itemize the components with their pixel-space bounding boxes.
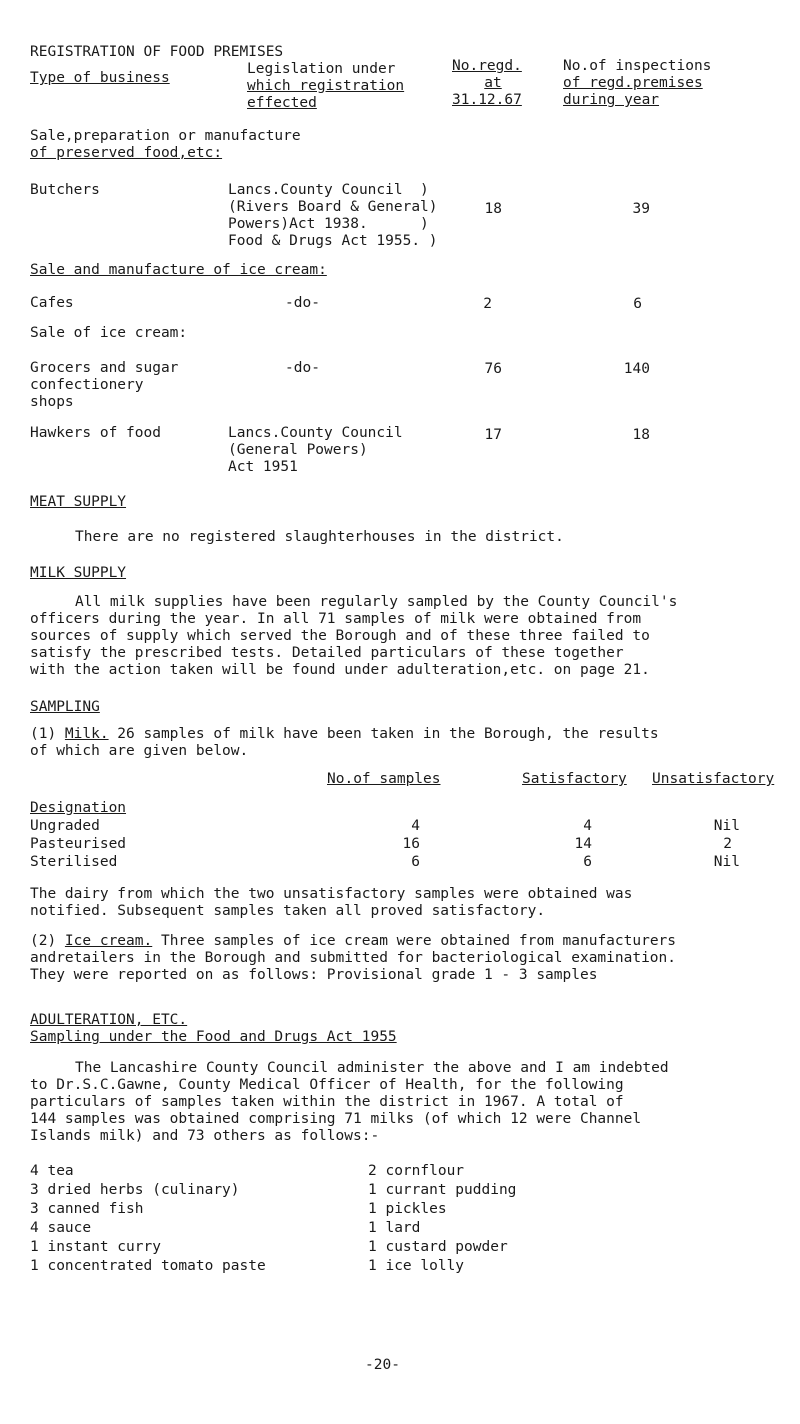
column-header-inspections-1: No.of inspections (563, 58, 712, 74)
column-header-legislation-3: effected (247, 95, 317, 111)
column-header-legislation-1: Legislation under (247, 61, 396, 77)
table-row-samples: 16 (402, 836, 420, 852)
column-header-type: Type of business (30, 70, 170, 86)
section-preserved-1: Sale,preparation or manufacture (30, 128, 301, 144)
row-hawkers-regd: 17 (484, 427, 502, 443)
sample-list-item: 3 canned fish (30, 1201, 144, 1217)
adulteration-heading: ADULTERATION, ETC. (30, 1012, 188, 1028)
sample-list-item: 1 instant curry (30, 1239, 161, 1255)
table-row-satisfactory: 4 (583, 818, 592, 834)
row-hawkers-type: Hawkers of food (30, 425, 161, 441)
column-header-regd-2: at (484, 75, 502, 91)
milk-line: with the action taken will be found under adulteration,etc. on page 21. (30, 662, 650, 678)
adulteration-line: Islands milk) and 73 others as follows:- (30, 1128, 380, 1144)
sampling-item-1-line-2: of which are given below. (30, 743, 249, 759)
table-row-unsatisfactory: Nil (713, 818, 740, 834)
column-header-inspections-2: of regd.premises (563, 75, 703, 91)
table-row-name: Pasteurised (30, 836, 127, 852)
row-grocers-type-1: Grocers and sugar (30, 360, 179, 376)
adulteration-line: The Lancashire County Council administer the above and I am indebted (75, 1060, 669, 1076)
column-header-regd-1: No.regd. (452, 58, 522, 74)
table-header-samples: No.of samples (327, 771, 441, 787)
dairy-line: notified. Subsequent samples taken all proved satisfactory. (30, 903, 546, 919)
meat-heading: MEAT SUPPLY (30, 494, 127, 510)
row-hawkers-legislation-3: Act 1951 (228, 459, 298, 475)
section-ice-sale: Sale of ice cream: (30, 325, 188, 341)
row-butchers-type: Butchers (30, 182, 100, 198)
row-butchers-legislation-1: Lancs.County Council ) (228, 182, 429, 198)
row-grocers-inspections: 140 (623, 361, 650, 377)
table-row-unsatisfactory: Nil (713, 854, 740, 870)
section-ice-manufacture: Sale and manufacture of ice cream: (30, 262, 327, 278)
row-hawkers-inspections: 18 (632, 427, 650, 443)
adulteration-line: particulars of samples taken within the district in 1967. A total of (30, 1094, 624, 1110)
adulteration-line: to Dr.S.C.Gawne, County Medical Officer of Health, for the following (30, 1077, 624, 1093)
row-hawkers-legislation-1: Lancs.County Council (228, 425, 403, 441)
row-grocers-type-3: shops (30, 394, 74, 410)
section-preserved-2: of preserved food,etc: (30, 145, 223, 161)
row-butchers-legislation-2: (Rivers Board & General) (228, 199, 438, 215)
milk-line: sources of supply which served the Borough and of these three failed to (30, 628, 650, 644)
milk-line: All milk supplies have been regularly sampled by the County Council's (75, 594, 678, 610)
row-cafes-regd: 2 (483, 296, 492, 312)
table-row-satisfactory: 6 (583, 854, 592, 870)
row-cafes-type: Cafes (30, 295, 74, 311)
adulteration-subheading: Sampling under the Food and Drugs Act 1955 (30, 1029, 397, 1045)
sampling-item-1 (30, 726, 659, 743)
row-cafes-legislation: -do- (285, 295, 320, 311)
column-header-inspections-3: during year (563, 92, 660, 108)
sample-list-item: 1 custard powder (368, 1239, 508, 1255)
sample-list-item: 1 lard (368, 1220, 421, 1236)
sampling-item-2-text: Three samples of ice cream were obtained from manufacturers (152, 933, 677, 949)
sampling-heading: SAMPLING (30, 699, 100, 715)
row-hawkers-legislation-2: (General Powers) (228, 442, 368, 458)
milk-heading: MILK SUPPLY (30, 565, 127, 581)
table-row-name: Ungraded (30, 818, 100, 834)
row-butchers-legislation-3: Powers)Act 1938. ) (228, 216, 429, 232)
column-header-regd-3: 31.12.67 (452, 92, 522, 108)
page-heading: REGISTRATION OF FOOD PREMISES (30, 44, 284, 60)
row-grocers-type-2: confectionery (30, 377, 144, 393)
sample-list-item: 2 cornflour (368, 1163, 465, 1179)
table-header-unsatisfactory: Unsatisfactory (652, 771, 775, 787)
table-row-satisfactory: 14 (574, 836, 592, 852)
sample-list-item: 1 pickles (368, 1201, 447, 1217)
milk-line: satisfy the prescribed tests. Detailed particulars of these together (30, 645, 624, 661)
sampling-item-2-prefix: (2) (30, 933, 65, 949)
sample-list-item: 4 tea (30, 1163, 74, 1179)
sample-list-item: 4 sauce (30, 1220, 92, 1236)
sample-list-item: 3 dried herbs (culinary) (30, 1182, 240, 1198)
sample-list-item: 1 currant pudding (368, 1182, 517, 1198)
column-header-legislation-2: which registration (247, 78, 405, 94)
table-row-samples: 4 (411, 818, 420, 834)
sample-list-item: 1 ice lolly (368, 1258, 465, 1274)
sample-list-item: 1 concentrated tomato paste (30, 1258, 266, 1274)
row-butchers-regd: 18 (484, 201, 502, 217)
sampling-item-1-text: 26 samples of milk have been taken in the Borough, the results (108, 726, 659, 742)
table-row-name: Sterilised (30, 854, 118, 870)
sampling-item-2-label: Ice cream. (64, 933, 153, 949)
sampling-item-1-prefix: (1) (30, 726, 65, 742)
table-header-designation: Designation (30, 800, 127, 816)
sampling-item-2-line: andretailers in the Borough and submitted for bacteriological examination. (30, 950, 677, 966)
table-header-satisfactory: Satisfactory (522, 771, 627, 787)
milk-line: officers during the year. In all 71 samples of milk were obtained from (30, 611, 642, 627)
adulteration-line: 144 samples was obtained comprising 71 milks (of which 12 were Channel (30, 1111, 642, 1127)
sampling-item-2-line: They were reported on as follows: Provisional grade 1 - 3 samples (30, 967, 598, 983)
row-butchers-legislation-4: Food & Drugs Act 1955. ) (228, 233, 438, 249)
dairy-line: The dairy from which the two unsatisfactory samples were obtained was (30, 886, 633, 902)
sampling-item-1-label: Milk. (64, 726, 109, 742)
meat-text: There are no registered slaughterhouses in the district. (75, 529, 564, 545)
page-number: -20- (365, 1357, 400, 1373)
row-butchers-inspections: 39 (632, 201, 650, 217)
row-grocers-legislation: -do- (285, 360, 320, 376)
row-grocers-regd: 76 (484, 361, 502, 377)
table-row-unsatisfactory: 2 (723, 836, 732, 852)
sampling-item-2 (30, 933, 676, 950)
row-cafes-inspections: 6 (633, 296, 642, 312)
table-row-samples: 6 (411, 854, 420, 870)
